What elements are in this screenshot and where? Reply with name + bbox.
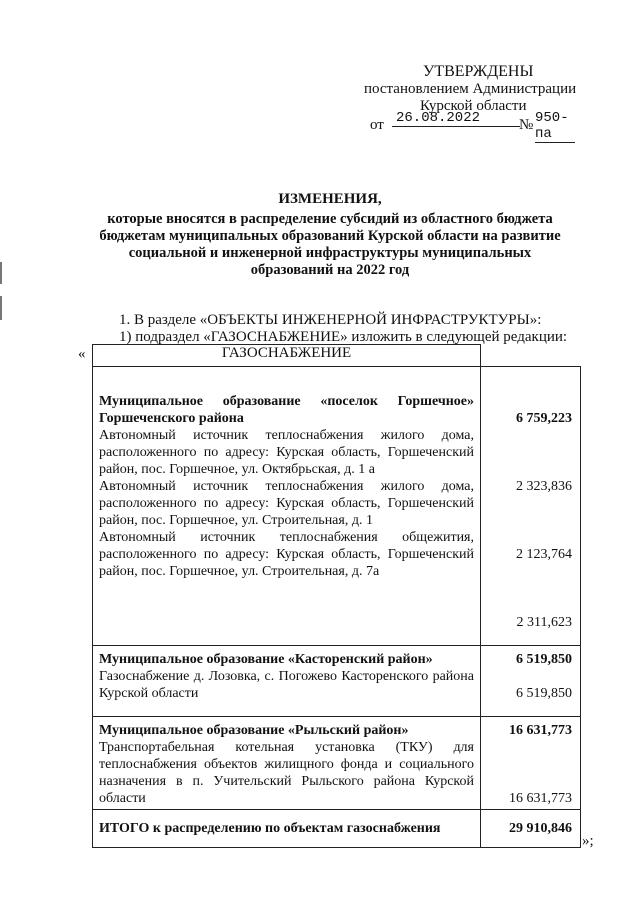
heading-line: которые вносятся в распределение субсидий из областного бюджета	[107, 211, 553, 227]
table-total-row	[93, 810, 581, 848]
municipality-name: Муниципальное образование «Рыльский район»	[99, 723, 409, 738]
approval-line: Курской области	[420, 98, 527, 114]
object-description: Автономный источник теплоснабжения общежития, расположенного по адресу: Курская область, Горшеченский район, пос. Горшечное, ул. Строительная, д. 7а	[99, 530, 474, 579]
object-description: Транспортабельная котельная установка (ТКУ) для теплоснабжения объектов жилищного фонда и социального назначения в п. Учительский Рыльского района Курской области	[99, 740, 474, 806]
approval-from-label: от	[370, 117, 384, 133]
table-row	[93, 646, 581, 717]
object-amount: 2 123,764	[516, 547, 572, 562]
total-value: 29 910,846	[481, 810, 581, 848]
municipality-total: 6 519,850	[516, 652, 572, 667]
heading-line: образований на 2022 год	[250, 262, 410, 278]
approval-number: 950-па	[535, 110, 575, 143]
object-amount: 2 311,623	[516, 615, 572, 630]
object-amount: 6 519,850	[516, 686, 572, 701]
table-header: ГАЗОСНАБЖЕНИЕ	[93, 345, 481, 367]
intro-paragraph: 1) подраздел «ГАЗОСНАБЖЕНИЕ» изложить в следующей редакции:	[119, 329, 568, 345]
municipality-name: Муниципальное образование «поселок Горшечное» Горшеченского района	[99, 394, 474, 426]
heading-title: ИЗМЕНЕНИЯ,	[278, 191, 382, 207]
scan-mark	[0, 262, 2, 284]
municipality-total: 16 631,773	[509, 723, 572, 738]
object-amount: 16 631,773	[509, 791, 572, 806]
object-amount: 2 323,836	[516, 479, 572, 494]
table-row	[93, 717, 581, 810]
heading-line: бюджетам муниципальных образований Курской области на развитие	[99, 228, 561, 244]
municipality-total: 6 759,223	[516, 411, 572, 426]
scan-mark	[0, 296, 2, 320]
close-quote: »;	[582, 833, 594, 849]
object-description: Газоснабжение д. Лозовка, с. Погожево Касторенского района Курской области	[99, 669, 474, 701]
gas-supply-table	[92, 344, 581, 848]
approval-line: постановлением Администрации	[364, 81, 577, 97]
municipality-name: Муниципальное образование «Касторенский район»	[99, 652, 433, 667]
heading-line: социальной и инженерной инфраструктуры муниципальных	[128, 245, 532, 261]
approval-title: УТВЕРЖДЕНЫ	[423, 63, 534, 80]
object-description: Автономный источник теплоснабжения жилого дома, расположенного по адресу: Курская область, Горшеченский район, пос. Горшечное, ул. Октябрьская, д. 1 а	[99, 428, 474, 477]
table-header-empty	[481, 345, 581, 367]
object-description: Автономный источник теплоснабжения жилого дома, расположенного по адресу: Курская область, Горшеченский район, пос. Горшечное, ул. Строительная, д. 1	[99, 479, 474, 528]
approval-number-label: №	[519, 117, 534, 133]
open-quote: «	[78, 346, 86, 362]
total-label: ИТОГО к распределению по объектам газоснабжения	[93, 810, 481, 848]
table-row	[93, 367, 581, 646]
approval-date: 26.08.2022	[392, 110, 520, 127]
intro-paragraph: 1. В разделе «ОБЪЕКТЫ ИНЖЕНЕРНОЙ ИНФРАСТРУКТУРЫ»:	[119, 312, 542, 328]
